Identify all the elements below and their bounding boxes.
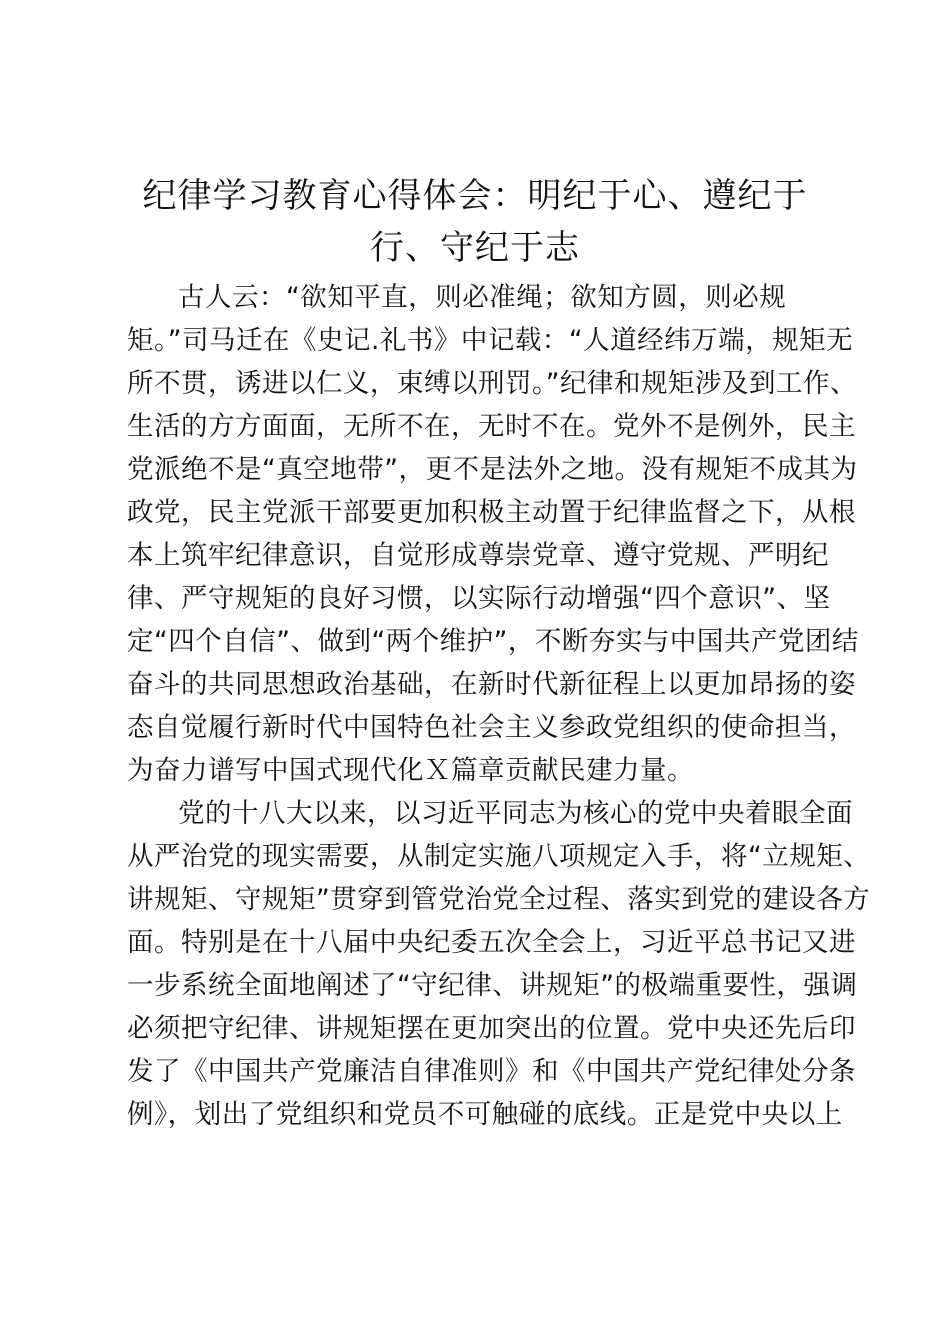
paragraph-2-line: 必须把守纪律、讲规矩摆在更加突出的位置。党中央还先后印 <box>127 1013 856 1044</box>
paragraph-2-line: 讲规矩、守规矩”贯穿到管党治党全过程、落实到党的建设各方 <box>127 884 871 915</box>
paragraph-1-line: 为奋力谱写中国式现代化Ｘ篇章贡献民建力量。 <box>127 755 694 786</box>
paragraph-2-line: 从严治党的现实需要，从制定实施八项规定入手，将“立规矩、 <box>127 841 871 872</box>
paragraph-2-line: 党的十八大以来，以习近平同志为核心的党中央着眼全面 <box>178 798 853 829</box>
paragraph-1-line: 本上筑牢纪律意识，自觉形成尊崇党章、遵守党规、严明纪 <box>127 540 829 571</box>
paragraph-1-line: 党派绝不是“真空地带”，更不是法外之地。没有规矩不成其为 <box>127 454 858 485</box>
paragraph-1-line: 奋斗的共同思想政治基础，在新时代新征程上以更加昂扬的姿 <box>127 669 856 700</box>
document-title-line-2: 行、守纪于志 <box>370 228 580 268</box>
paragraph-1-line: 律、严守规矩的良好习惯，以实际行动增强“四个意识”、坚 <box>127 583 831 614</box>
paragraph-1-line: 古人云：“欲知平直，则必准绳；欲知方圆，则必规 <box>178 282 787 313</box>
paragraph-1-line: 定“四个自信”、做到“两个维护”，不断夯实与中国共产党团结 <box>127 626 859 657</box>
paragraph-2-line: 发了《中国共产党廉洁自律准则》和《中国共产党纪律处分条 <box>127 1056 856 1087</box>
paragraph-1-line: 政党，民主党派干部要更加积极主动置于纪律监督之下，从根 <box>127 497 856 528</box>
paragraph-1-line: 态自觉履行新时代中国特色社会主义参政党组织的使命担当， <box>127 712 856 743</box>
paragraph-1-line: 矩。”司马迁在《史记.礼书》中记载：“人道经纬万端，规矩无 <box>127 325 854 356</box>
paragraph-2-line: 面。特别是在十八届中央纪委五次全会上，习近平总书记又进 <box>127 927 856 958</box>
paragraph-2-line: 一步系统全面地阐述了“守纪律、讲规矩”的极端重要性，强调 <box>127 970 858 1001</box>
paragraph-1-line: 生活的方方面面，无所不在，无时不在。党外不是例外，民主 <box>127 411 856 442</box>
paragraph-1-line: 所不贯，诱进以仁义，束缚以刑罚。”纪律和规矩涉及到工作、 <box>127 368 857 399</box>
document-title-line-1: 纪律学习教育心得体会：明纪于心、遵纪于 <box>142 176 808 216</box>
paragraph-2-line: 例》，划出了党组织和党员不可触碰的底线。正是党中央以上 <box>127 1099 843 1130</box>
